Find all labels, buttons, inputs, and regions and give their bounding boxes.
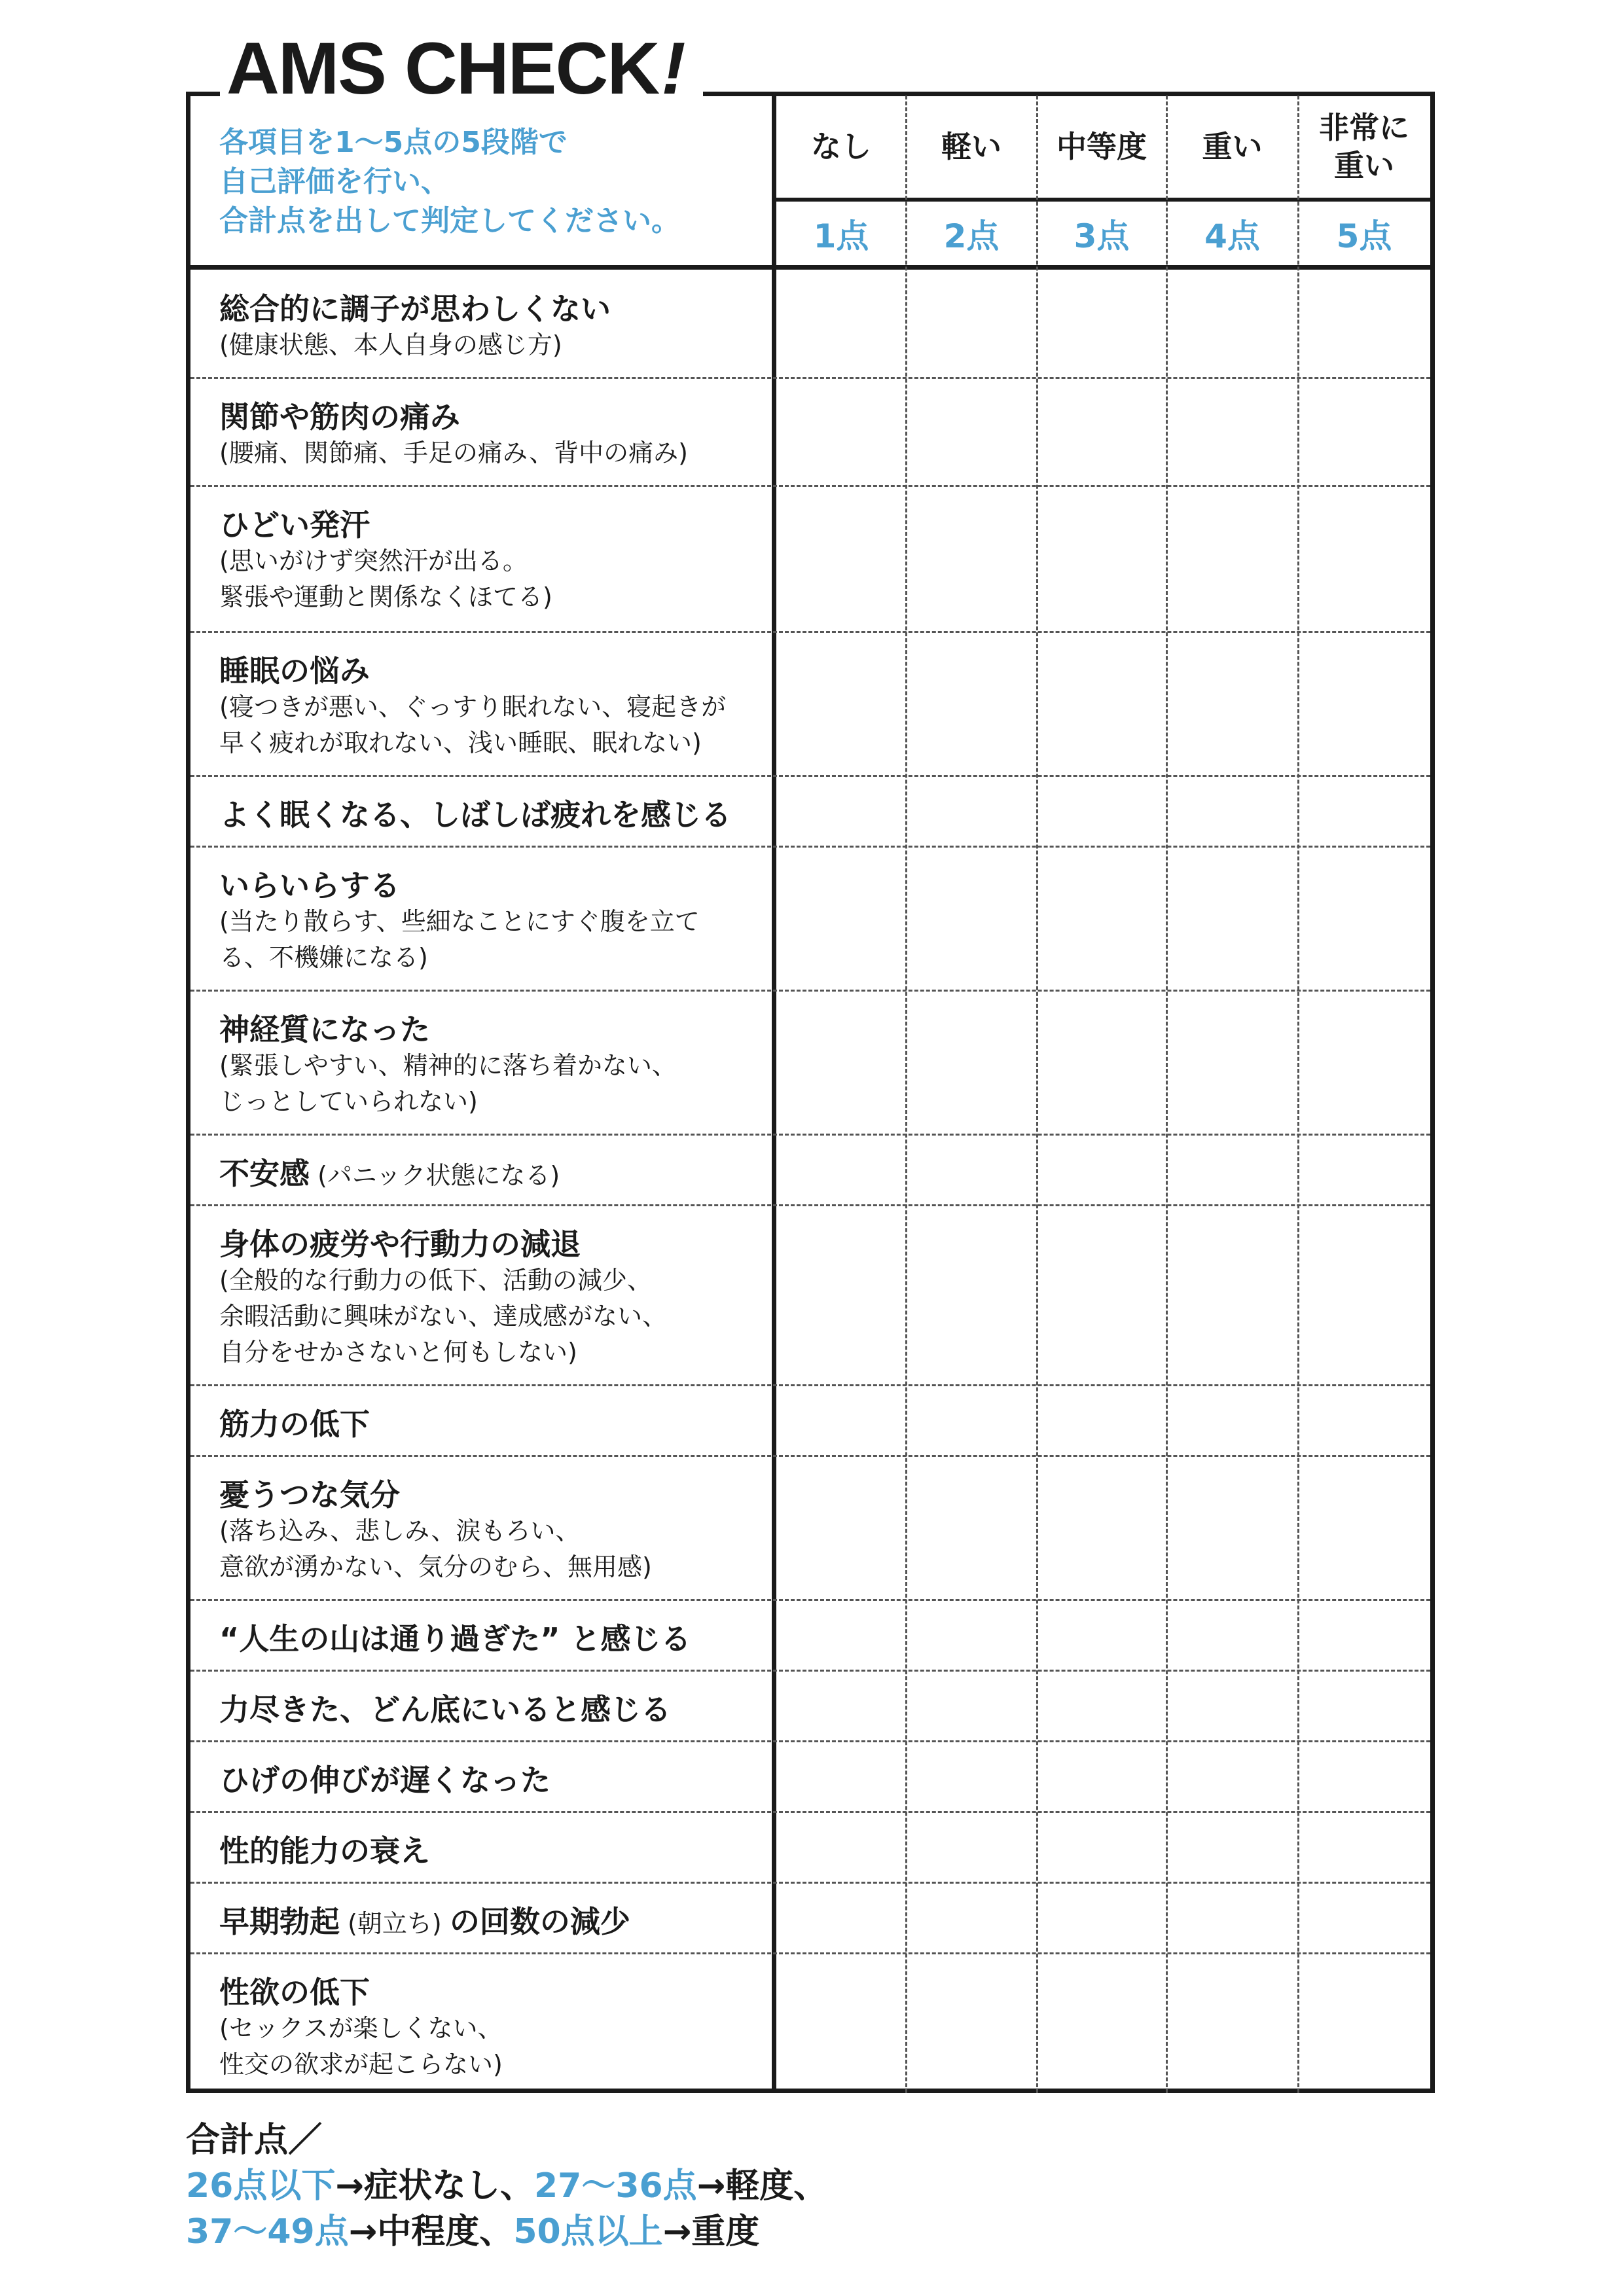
row-separator [190,1811,1430,1813]
rating-cell[interactable] [778,634,904,774]
check-item [219,797,769,833]
row-separator [190,1455,1430,1457]
row-separator [190,1740,1430,1742]
rating-cell[interactable] [778,1387,904,1454]
check-item-description: (腰痛、関節痛、手足の痛み、背中の痛み) [219,439,688,467]
row-separator [190,846,1430,848]
scoring-legend [186,2117,827,2255]
rating-cell[interactable] [1168,1743,1296,1810]
rating-cell[interactable] [778,1814,904,1880]
rating-cell[interactable] [1039,1672,1164,1739]
check-item-description: (当たり散らす、些細なことにすぐ腹を立て [219,907,700,936]
scoring-line-1: 26点以下→症状なし、27～36点→軽度、 [186,2166,828,2206]
rating-cell[interactable] [1300,778,1428,844]
rating-cell[interactable] [908,778,1035,844]
column-points-3: 3点 [1074,217,1130,255]
rating-cell[interactable] [1039,1743,1164,1810]
column-points-1: 1点 [813,217,869,255]
rating-cell[interactable] [1039,1458,1164,1598]
check-item-description: 自分をせかさないと何もしない) [219,1338,577,1367]
row-separator [190,1670,1430,1672]
rating-cell[interactable] [1039,488,1164,630]
column-separator [1297,96,1299,2093]
check-item-name: 性的能力の衰え [219,1833,430,1869]
rating-cell[interactable] [908,1884,1035,1951]
rating-cell[interactable] [1300,1602,1428,1668]
check-item-name: 睡眠の悩み [219,653,370,689]
page-title: AMS CHECK! [220,26,703,111]
check-item [219,653,769,761]
rating-cell[interactable] [908,1814,1035,1880]
row-separator [190,377,1430,379]
check-item-name: 関節や筋肉の痛み [219,399,460,435]
check-item-description: (寝つきが悪い、ぐっすり眠れない、寝起きが [219,692,727,721]
rating-cell[interactable] [1168,778,1296,844]
check-item-name: 総合的に調子が思わしくない [219,291,611,327]
rating-cell[interactable] [1300,1743,1428,1810]
column-header-2: 軽い [941,129,1001,164]
rating-cell[interactable] [778,848,904,988]
check-item [219,1621,769,1657]
rating-cell[interactable] [1300,1387,1428,1454]
row-separator [190,990,1430,992]
check-item-name: いらいらする [219,868,400,903]
check-item [219,1477,769,1585]
rating-cell[interactable] [1168,634,1296,774]
rating-cell[interactable] [1168,992,1296,1132]
rating-cell[interactable] [778,992,904,1132]
rating-cell[interactable] [1300,272,1428,376]
check-item-name: よく眠くなる、しばしば疲れを感じる [219,797,731,833]
rating-cell[interactable] [908,848,1035,988]
check-item-description: じっとしていられない) [219,1087,478,1116]
rating-cell[interactable] [908,272,1035,376]
rating-cell[interactable] [778,778,904,844]
rating-cell[interactable] [778,1207,904,1383]
rating-cell[interactable] [1168,272,1296,376]
instructions [219,123,756,241]
check-item-description: 性交の欲求が起こらない) [219,2050,503,2079]
check-item [219,1762,769,1799]
rating-cell[interactable] [1300,1814,1428,1880]
check-item-name: 身体の疲労や行動力の減退 [219,1227,581,1262]
check-item-description: (セックスが楽しくない、 [219,2014,503,2043]
rating-cell[interactable] [1168,1814,1296,1880]
rating-cell[interactable] [908,1955,1035,2087]
rating-cell[interactable] [778,1955,904,2087]
rating-cell[interactable] [1039,1602,1164,1668]
rating-cell[interactable] [908,1136,1035,1203]
rating-cell[interactable] [1168,1955,1296,2087]
table-top-border-left [186,92,225,96]
rating-cell[interactable] [778,1136,904,1203]
check-item [219,1226,769,1371]
rating-cell[interactable] [1168,1672,1296,1739]
column-header-4: 重い [1202,129,1263,164]
rating-cell[interactable] [778,1743,904,1810]
scoring-label: 合計点／ [186,2121,323,2160]
check-item [219,1833,769,1869]
rating-cell[interactable] [1039,1814,1164,1880]
check-item-description: る、不機嫌になる) [219,943,428,972]
rating-cell[interactable] [908,1387,1035,1454]
check-item [219,867,769,976]
row-separator [190,775,1430,777]
rating-cell[interactable] [908,992,1035,1132]
row-separator [190,1952,1430,1954]
rating-cell[interactable] [908,380,1035,484]
check-item-name: 神経質になった [219,1012,430,1047]
check-item-description: 意欲が湧かない、気分のむら、無用感) [219,1552,652,1581]
rating-cell[interactable] [778,1884,904,1951]
rating-cell[interactable] [1039,1136,1164,1203]
row-separator [190,485,1430,487]
rating-cell[interactable] [1168,488,1296,630]
check-item-name: 性欲の低下 [219,1975,370,2010]
rating-cell[interactable] [778,272,904,376]
column-separator [1036,96,1038,2093]
check-item-name: ひげの伸びが遅くなった [219,1763,550,1798]
check-item-name: 力尽きた、どん底にいると感じる [219,1692,671,1727]
rating-cell[interactable] [1300,1955,1428,2087]
rating-cell[interactable] [1168,1387,1296,1454]
rating-cell[interactable] [1039,1955,1164,2087]
row-separator [190,1204,1430,1206]
check-item [219,1903,769,1942]
rating-cell[interactable] [1300,992,1428,1132]
check-item [219,1011,769,1120]
check-item [219,1974,769,2083]
rating-cell[interactable] [908,1602,1035,1668]
check-item-name: 不安感 (パニック状態になる) [219,1156,560,1191]
check-item-description: 余暇活動に興味がない、達成感がない、 [219,1302,668,1331]
rating-cell[interactable] [1300,1207,1428,1383]
instruction-line: 自己評価を行い、 [219,165,450,198]
table-header-divider [186,265,1435,270]
rating-cell[interactable] [908,1458,1035,1598]
instruction-line: 合計点を出して判定してください。 [219,204,680,238]
column-header-5: 非常に 重い [1319,110,1409,183]
row-separator [190,1384,1430,1386]
check-item-description: 緊張や運動と関係なくほてる) [219,583,552,611]
rating-cell[interactable] [908,488,1035,630]
check-item-name: 早期勃起 (朝立ち) の回数の減少 [219,1904,630,1939]
check-item [219,399,769,471]
table-column-divider [772,92,776,2093]
rating-cell[interactable] [1300,1672,1428,1739]
row-separator [190,631,1430,633]
rating-cell[interactable] [1168,1602,1296,1668]
row-separator [190,1882,1430,1884]
column-points-4: 4点 [1204,217,1260,255]
row-separator [190,1134,1430,1136]
rating-cell[interactable] [908,1743,1035,1810]
rating-cell[interactable] [1168,1207,1296,1383]
rating-cell[interactable] [1039,380,1164,484]
check-item [219,507,769,615]
rating-cell[interactable] [1039,272,1164,376]
rating-cell[interactable] [778,488,904,630]
column-points-5: 5点 [1336,217,1392,255]
check-item-description: (落ち込み、悲しみ、涙もろい、 [219,1516,581,1545]
rating-cell[interactable] [908,634,1035,774]
rating-cell[interactable] [778,1602,904,1668]
column-points-2: 2点 [943,217,1000,255]
column-header-3: 中等度 [1056,129,1147,164]
row-separator [190,1599,1430,1601]
rating-cell[interactable] [1039,778,1164,844]
check-item-description: (全般的な行動力の低下、活動の減少、 [219,1266,652,1295]
check-item [219,1406,769,1443]
rating-cell[interactable] [1039,992,1164,1132]
check-item-note: (パニック状態になる) [310,1161,560,1190]
check-item-description: 早く疲れが取れない、浅い睡眠、眠れない) [219,728,702,757]
scoring-line-2: 37～49点→中程度、50点以上→重度 [186,2212,760,2251]
check-item [219,1691,769,1728]
instruction-line: 各項目を1～5点の5段階で [219,126,568,159]
column-header-1: なし [811,129,871,164]
column-separator [1166,96,1168,2093]
rating-cell[interactable] [1168,1884,1296,1951]
rating-cell[interactable] [778,1672,904,1739]
check-item [219,1155,769,1194]
rating-cell[interactable] [1300,488,1428,630]
column-separator [905,96,907,2093]
rating-cell[interactable] [778,1458,904,1598]
check-item-name: ひどい発汗 [219,507,370,543]
check-item-note: (朝立ち) [340,1909,450,1938]
rating-cell[interactable] [1168,1136,1296,1203]
rating-cell[interactable] [1300,1458,1428,1598]
rating-cell[interactable] [1300,380,1428,484]
check-item-name: 筋力の低下 [219,1407,370,1442]
check-item-name: 憂うつな気分 [219,1477,400,1513]
check-item [219,291,769,363]
rating-cell[interactable] [908,1672,1035,1739]
rating-cell[interactable] [1300,1884,1428,1951]
check-item-description: (健康状態、本人自身の感じ方) [219,331,562,359]
rating-cell[interactable] [1039,1387,1164,1454]
rating-cell[interactable] [1168,380,1296,484]
rating-cell[interactable] [1300,1136,1428,1203]
check-item-description: (緊張しやすい、精神的に落ち着かない、 [219,1051,677,1080]
rating-cell[interactable] [1300,848,1428,988]
check-item-description: (思いがけず突然汗が出る。 [219,547,528,575]
check-item-name: “人生の山は通り過ぎた” と感じる [219,1621,691,1657]
rating-cell[interactable] [1039,634,1164,774]
rating-cell[interactable] [1300,634,1428,774]
rating-cell[interactable] [1039,1207,1164,1383]
rating-cell[interactable] [1039,1884,1164,1951]
rating-cell[interactable] [1039,848,1164,988]
rating-cell[interactable] [1168,1458,1296,1598]
rating-cell[interactable] [908,1207,1035,1383]
rating-cell[interactable] [1168,848,1296,988]
rating-cell[interactable] [778,380,904,484]
